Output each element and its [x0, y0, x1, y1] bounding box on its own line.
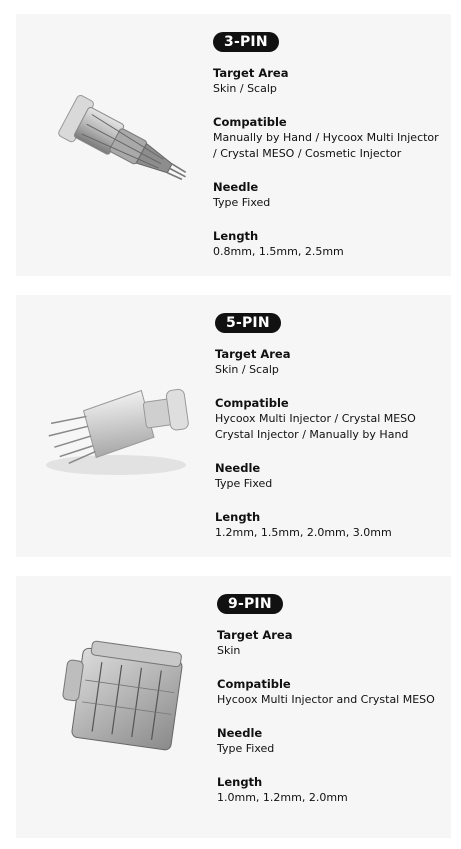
spec-value: 0.8mm, 1.5mm, 2.5mm: [213, 245, 344, 258]
spec-value: Skin: [217, 644, 241, 657]
product-image-9-pin-needle: [16, 576, 206, 838]
spec-label: Needle: [213, 180, 259, 194]
product-card-9-pin: [16, 576, 451, 838]
spec-value: Type Fixed: [213, 196, 271, 209]
product-image-3-pin-needle: [16, 14, 206, 276]
spec-value: Type Fixed: [215, 477, 273, 490]
spec-label: Length: [217, 775, 263, 789]
spec-value: Hycoox Multi Injector / Crystal MESO Crystal Injector / Manually by Hand: [215, 412, 416, 441]
spec-label: Length: [215, 510, 261, 524]
pin-count-badge: 9-PIN: [217, 594, 283, 614]
spec-label: Compatible: [213, 115, 287, 129]
spec-label: Needle: [217, 726, 263, 740]
spec-value: Skin / Scalp: [213, 82, 277, 95]
spec-label: Target Area: [217, 628, 293, 642]
spec-label: Needle: [215, 461, 261, 475]
spec-value: 1.2mm, 1.5mm, 2.0mm, 3.0mm: [215, 526, 392, 539]
pin-count-badge: 5-PIN: [215, 313, 281, 333]
pin-count-badge: 3-PIN: [213, 32, 279, 52]
spec-value: 1.0mm, 1.2mm, 2.0mm: [217, 791, 348, 804]
spec-value: Manually by Hand / Hycoox Multi Injector / Crystal MESO / Cosmetic Injector: [213, 131, 439, 160]
spec-label: Compatible: [217, 677, 291, 691]
spec-label: Compatible: [215, 396, 289, 410]
spec-value: Type Fixed: [217, 742, 275, 755]
product-card-3-pin: [16, 14, 451, 276]
spec-value: Hycoox Multi Injector and Crystal MESO: [217, 693, 435, 706]
spec-label: Target Area: [213, 66, 289, 80]
spec-label: Target Area: [215, 347, 291, 361]
spec-value: Skin / Scalp: [215, 363, 279, 376]
product-card-5-pin: [16, 295, 451, 557]
spec-label: Length: [213, 229, 259, 243]
product-image-5-pin-needle: [16, 295, 206, 557]
